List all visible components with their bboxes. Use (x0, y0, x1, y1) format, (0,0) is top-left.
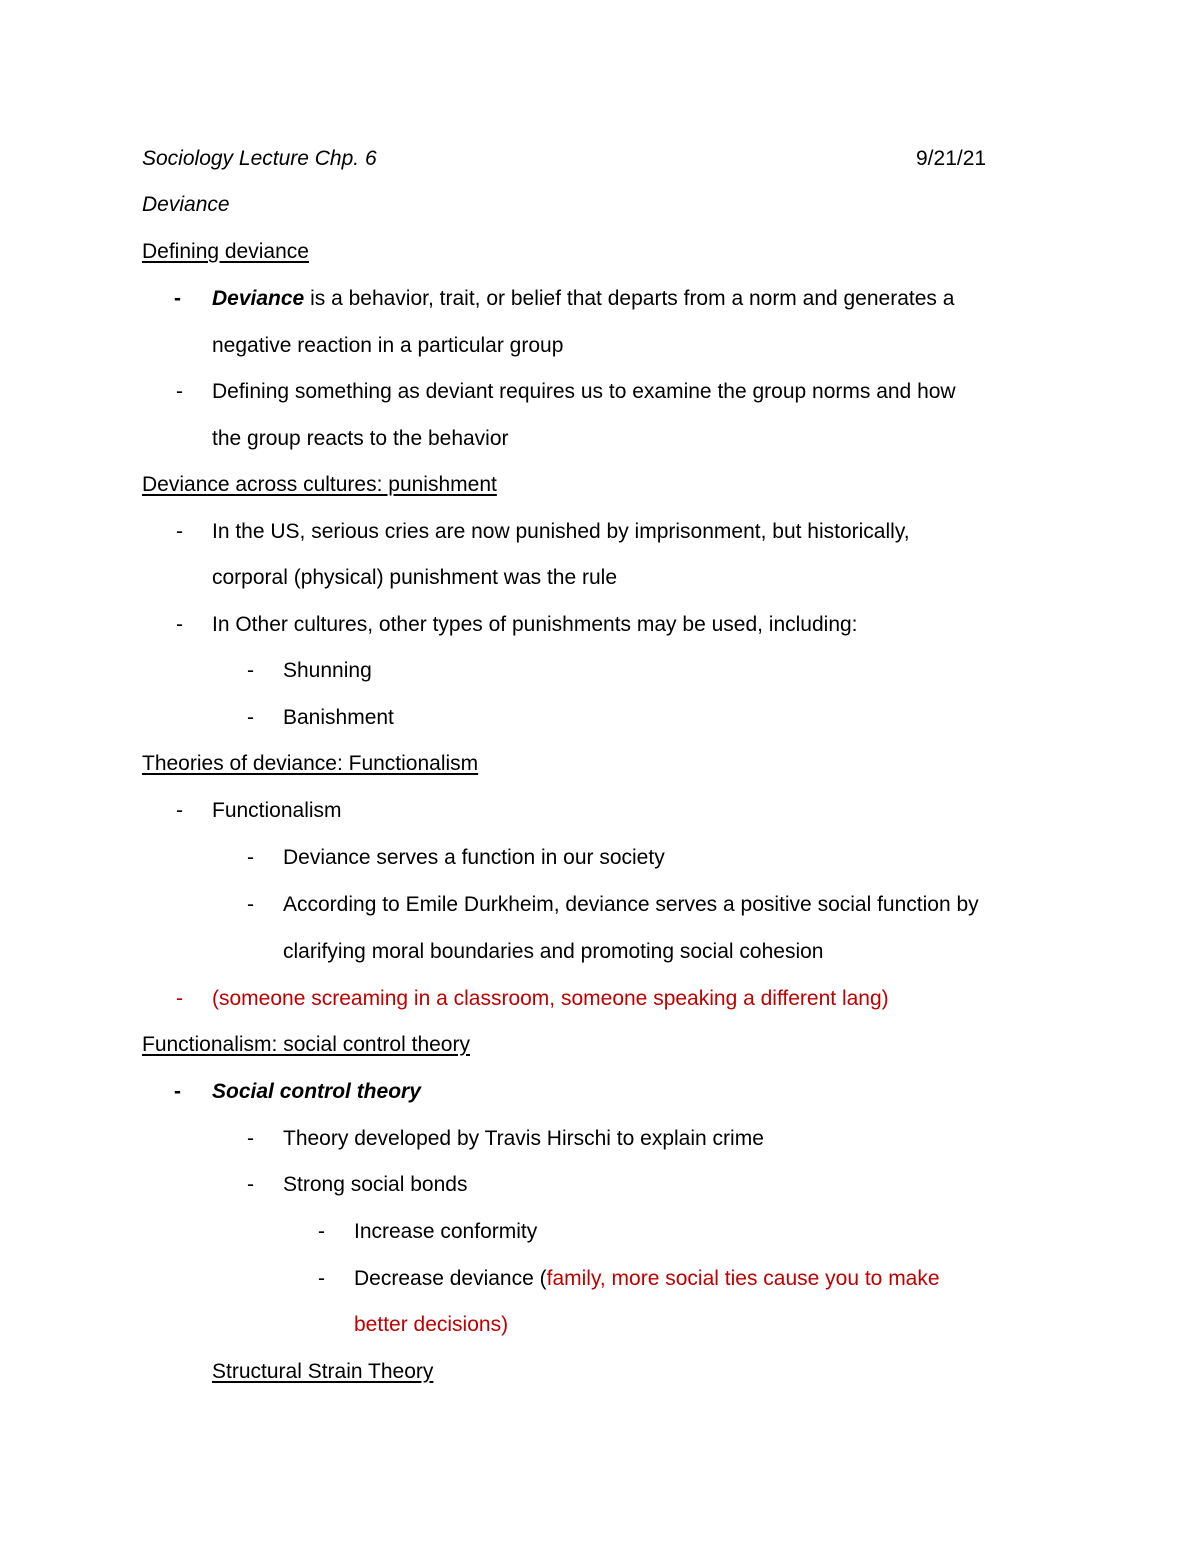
family-note-continuation: better decisions) (354, 1313, 509, 1336)
sub-list-item: Deviance serves a function in our society (283, 846, 665, 869)
list-item (212, 285, 954, 313)
sub-sub-list-item (354, 1265, 940, 1293)
heading-social-control-theory: Functionalism: social control theory (142, 1033, 470, 1056)
bullet-dash: - (174, 287, 181, 310)
lecture-title: Sociology Lecture Chp. 6 (142, 147, 377, 170)
list-item: Functionalism (212, 799, 342, 822)
sub-list-item-continuation: clarifying moral boundaries and promoting social cohesion (283, 940, 824, 963)
term-deviance: Deviance (212, 287, 305, 310)
bullet-dash: - (176, 987, 183, 1010)
bullet-dash: - (176, 380, 183, 403)
list-item: Defining something as deviant requires us to examine the group norms and how (212, 380, 956, 403)
sub-list-item: Banishment (283, 706, 394, 729)
list-item-continuation: corporal (physical) punishment was the rule (212, 566, 618, 589)
topic-title: Deviance (142, 193, 230, 216)
list-item: In the US, serious cries are now punished by imprisonment, but historically, (212, 520, 910, 543)
heading-theories-functionalism: Theories of deviance: Functionalism (142, 752, 479, 775)
bullet-dash: - (176, 799, 183, 822)
term-social-control-theory: Social control theory (212, 1080, 421, 1103)
sub-list-item: Strong social bonds (283, 1173, 468, 1196)
heading-deviance-across-cultures: Deviance across cultures: punishment (142, 473, 497, 496)
bullet-dash: - (247, 659, 254, 682)
list-item-continuation: negative reaction in a particular group (212, 334, 564, 357)
lecture-date: 9/21/21 (916, 147, 987, 170)
bullet-dash: - (318, 1220, 325, 1243)
sub-list-item: Theory developed by Travis Hirschi to explain crime (283, 1127, 764, 1150)
bullet-dash: - (174, 1080, 181, 1103)
example-note: (someone screaming in a classroom, someone speaking a different lang) (212, 987, 889, 1010)
list-item-continuation: the group reacts to the behavior (212, 427, 509, 450)
bullet-dash: - (176, 613, 183, 636)
sub-list-item: According to Emile Durkheim, deviance serves a positive social function by (283, 893, 979, 916)
decrease-deviance-text: Decrease deviance ( (354, 1267, 547, 1290)
definition-text: is a behavior, trait, or belief that departs from a norm and generates a (304, 287, 955, 310)
heading-structural-strain-theory: Structural Strain Theory (212, 1360, 434, 1383)
heading-defining-deviance: Defining deviance (142, 240, 309, 263)
bullet-dash: - (247, 846, 254, 869)
bullet-dash: - (318, 1267, 325, 1290)
bullet-dash: - (247, 893, 254, 916)
family-note: family, more social ties cause you to make (546, 1267, 940, 1290)
sub-sub-list-item: Increase conformity (354, 1220, 538, 1243)
bullet-dash: - (176, 520, 183, 543)
bullet-dash: - (247, 706, 254, 729)
bullet-dash: - (247, 1173, 254, 1196)
bullet-dash: - (247, 1127, 254, 1150)
sub-list-item: Shunning (283, 659, 372, 682)
list-item: In Other cultures, other types of punishments may be used, including: (212, 613, 858, 636)
